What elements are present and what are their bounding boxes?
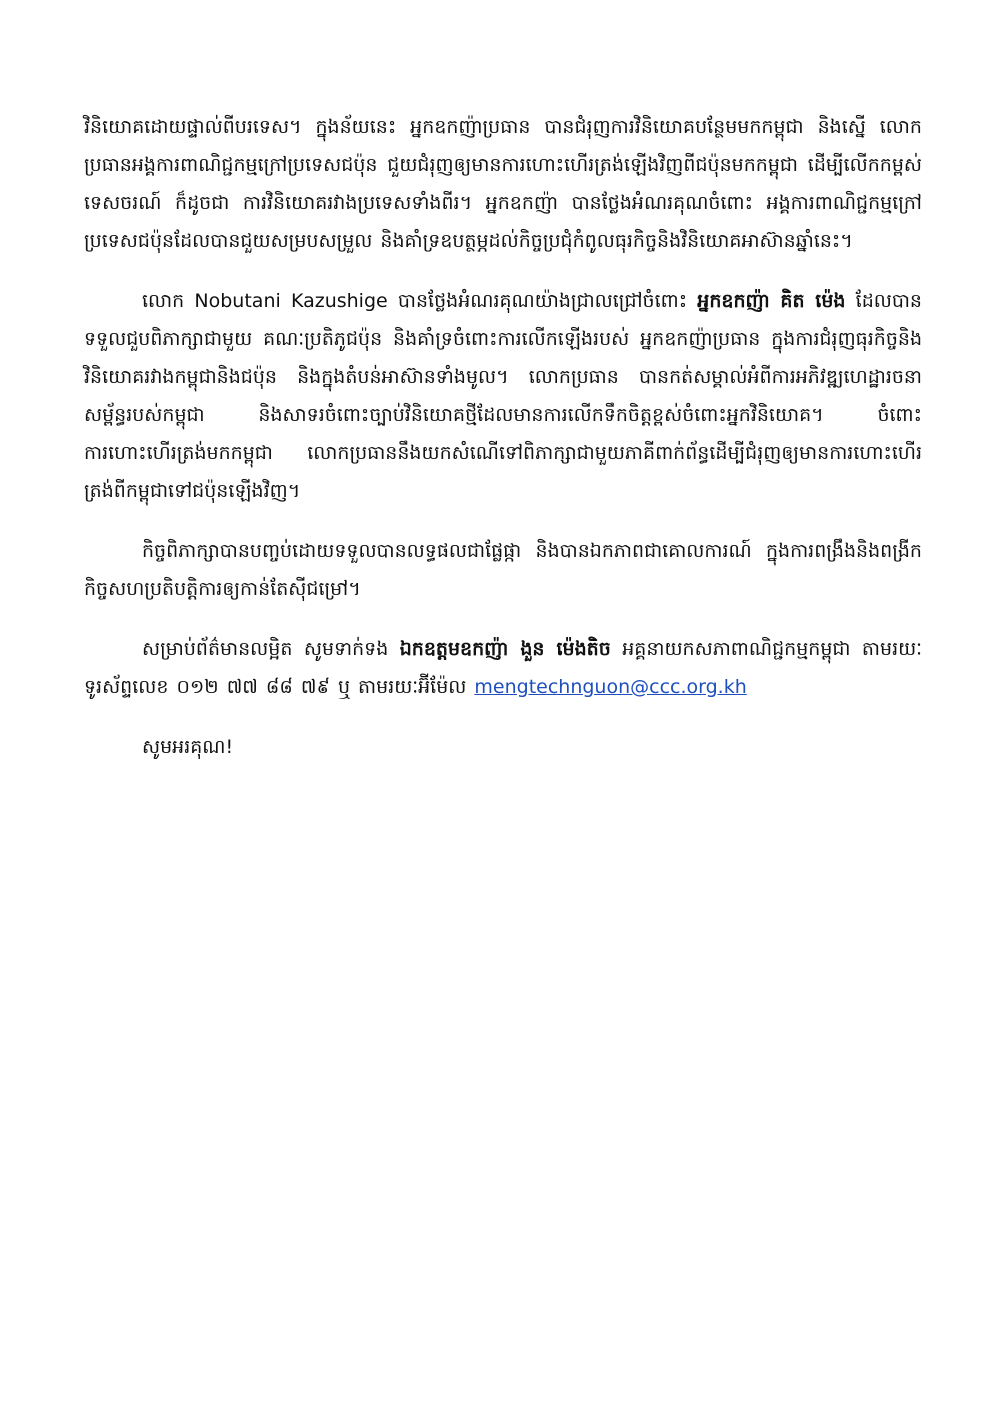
honoree-name: អ្នកឧកញ៉ា គិត ម៉េង	[697, 290, 846, 312]
paragraph-jetro-thanks	[84, 282, 922, 510]
contact-email-link[interactable]: mengtechnguon@ccc.org.kh	[474, 676, 747, 698]
closing-line	[84, 728, 922, 766]
paragraph-lead: លោក Nobutani Kazushige បានថ្លែងអំណរគុណយ៉ាងជ្រាលជ្រៅចំពោះ	[142, 290, 698, 312]
document-body	[84, 108, 922, 788]
paragraph-investment-request	[84, 108, 922, 260]
closing-text: សូមអរគុណ!	[142, 736, 234, 758]
paragraph-text: វិនិយោគដោយផ្ទាល់ពីបរទេស។ ក្នុងន័យនេះ អ្នកឧកញ៉ាប្រធាន បានជំរុញការវិនិយោគបន្ថែមមកកម្ពុជា និងស្នើ លោកប្រធានអង្គការពាណិជ្ជកម្មក្រៅប្រទេសជប៉ុន ជួយជំរុញឲ្យមានការហោះហើរត្រង់ឡើងវិញពីជប៉ុនមកកម្ពុជា ដើម្បីលើកកម្ពស់ទេសចរណ៍ ក៏ដូចជា ការវិនិយោគរវាងប្រទេសទាំងពីរ។ អ្នកឧកញ៉ា បានថ្លែងអំណរគុណចំពោះ អង្គការពាណិជ្ជកម្មក្រៅប្រទេសជប៉ុនដែលបានជួយសម្របសម្រួល និងគាំទ្រឧបត្ថម្ភដល់កិច្ចប្រជុំកំពូលធុរកិច្ចនិងវិនិយោគអាស៊ានឆ្នាំនេះ។	[84, 116, 922, 252]
paragraph-rest: ដែលបានទទួលជួបពិភាក្សាជាមួយ គណៈប្រតិភូជប៉ុន និងគាំទ្រចំពោះការលើកឡើងរបស់ អ្នកឧកញ៉ាប្រធាន ក្នុងការជំរុញធុរកិច្ចនិងវិនិយោគរវាងកម្ពុជានិងជប៉ុន និងក្នុងតំបន់អាស៊ានទាំងមូល។ លោកប្រធាន បានកត់សម្គាល់អំពីការអភិវឌ្ឍហេដ្ឋារចនាសម្ព័ន្ធរបស់កម្ពុជា និងសាទរចំពោះច្បាប់វិនិយោគថ្មីដែលមានការលើកទឹកចិត្តខ្ពស់ចំពោះអ្នកវិនិយោគ។ ចំពោះការហោះហើរត្រង់មកកម្ពុជា លោកប្រធាននឹងយកសំណើទៅពិភាក្សាជាមួយភាគីពាក់ព័ន្ធដើម្បីជំរុញឲ្យមានការហោះហើរត្រង់ពីកម្ពុជាទៅជប៉ុនឡើងវិញ។	[84, 290, 922, 502]
paragraph-contact	[84, 630, 922, 706]
paragraph-lead: សម្រាប់ព័ត៌មានលម្អិត សូមទាក់ទង	[142, 638, 400, 660]
contact-name: ឯកឧត្តមឧកញ៉ា ងួន ម៉េងតិច	[399, 638, 611, 660]
paragraph-conclusion	[84, 532, 922, 608]
paragraph-text: កិច្ចពិភាក្សាបានបញ្ចប់ដោយទទួលបានលទ្ធផលជាផ្លែផ្កា និងបានឯកភាពជាគោលការណ៍ ក្នុងការពង្រឹងនិងពង្រីកកិច្ចសហប្រតិបត្តិការឲ្យកាន់តែស៊ីជម្រៅ។	[84, 540, 922, 600]
paragraph-rest: អគ្គនាយកសភាពាណិជ្ជកម្មកម្ពុជា តាមរយៈទូរស័ព្ទលេខ ០១២ ៧៧ ៨៨ ៧៩ ឬ តាមរយៈអ៊ីម៉ែល	[84, 638, 923, 698]
